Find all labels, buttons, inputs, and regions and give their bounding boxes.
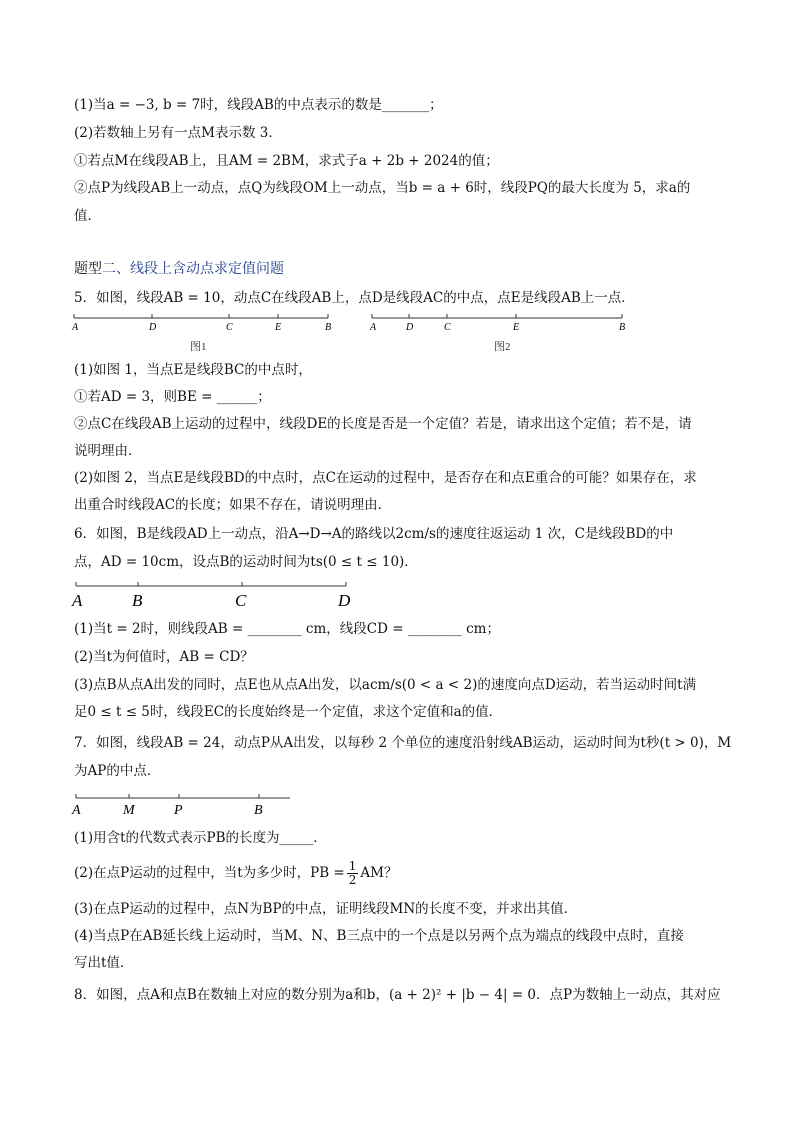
q7-part2-text-end: AM？ xyxy=(360,865,398,881)
q7-part2 xyxy=(74,860,397,887)
figure-1-label-e: E xyxy=(275,322,282,333)
section-heading-title: 二、线段上含动点求定值问题 xyxy=(102,261,284,277)
figure-1-caption: 图1 xyxy=(190,341,207,353)
q6-stem-cont: 点，AD = 10cm，设点B的运动时间为ts(0 ≤ t ≤ 10)． xyxy=(74,554,418,570)
q6-part3-cont: 足0 ≤ t ≤ 5时，线段EC的长度始终是一个定值，求这个定值和a的值． xyxy=(74,704,503,720)
section-heading xyxy=(74,260,284,278)
figure-4-label-p: P xyxy=(174,803,183,818)
figure-2-caption: 图2 xyxy=(494,341,511,353)
figure-1-label-c: C xyxy=(226,322,233,333)
fraction-denominator: 2 xyxy=(348,873,357,887)
figure-1-label-b: B xyxy=(325,322,332,333)
figure-2-label-d: D xyxy=(406,322,414,333)
figure-2-label-e: E xyxy=(513,322,520,333)
q7-part3: (3)在点P运动的过程中，点N为BP的中点，证明线段MN的长度不变，并求出其值． xyxy=(74,901,578,917)
q5-part2: (2)如图 2，当点E是线段BD的中点时，点C在运动的过程中，是否存在和点E重合的可能？如果存在，求 xyxy=(74,470,697,486)
figure-4-label-b: B xyxy=(254,803,263,818)
figure-4 xyxy=(72,792,302,818)
figure-3-label-d: D xyxy=(338,591,351,610)
figure-4-label-a: A xyxy=(72,803,81,818)
figure-3-segment xyxy=(72,580,372,612)
q6-stem: 6．如图，B是线段AD上一动点，沿A→D→A的路线以2cm/s的速度往返运动 1 次，C是线段BD的中 xyxy=(74,526,674,542)
q4-part2-2: ②点P为线段AB上一动点，点Q为线段OM上一动点，当b = a + 6时，线段PQ的最大长度为 5，求a的 xyxy=(74,180,691,196)
fraction-one-half xyxy=(347,860,359,887)
figure-2-segment xyxy=(370,312,640,334)
q5-part1-2-cont: 说明理由． xyxy=(74,443,142,459)
figure-1-segment xyxy=(72,312,342,334)
q5-part1-2: ②点C在线段AB上运动的过程中，线段DE的长度是否是一个定值？若是，请求出这个定值；若不是，请 xyxy=(74,416,692,432)
q7-part1: (1)用含t的代数式表示PB的长度为_____． xyxy=(74,830,327,846)
q7-stem: 7．如图，线段AB = 24，动点P从A出发，以每秒 2 个单位的速度沿射线AB运动，运动时间为t秒(t > 0)，M xyxy=(74,735,732,751)
q8-stem: 8．如图，点A和点B在数轴上对应的数分别为a和b，(a + 2)² + |b − 4| = 0．点P为数轴上一动点，其对应 xyxy=(74,987,721,1003)
q4-part2-1: ①若点M在线段AB上，且AM = 2BM，求式子a + 2b + 2024的值； xyxy=(74,153,499,169)
figure-3-label-b: B xyxy=(132,591,143,610)
q7-part2-text: (2)在点P运动的过程中，当t为多少时，PB = xyxy=(74,865,345,881)
section-heading-prefix: 题型 xyxy=(74,261,102,277)
q5-part1-1: ①若AD = 3，则BE = ______； xyxy=(74,389,271,405)
figure-1-label-a: A xyxy=(72,322,79,333)
figure-2-label-a: A xyxy=(370,322,377,333)
q6-part1: (1)当t = 2时，则线段AB = ________ cm，线段CD = ________ cm； xyxy=(74,621,500,637)
figure-2-label-b: B xyxy=(619,322,626,333)
q6-part2: (2)当t为何值时，AB = CD？ xyxy=(74,649,254,665)
figure-3-label-c: C xyxy=(235,591,247,610)
q7-part4: (4)当点P在AB延长线上运动时，当M、N、B三点中的一个点是以另两个点为端点的线段中点时，直接 xyxy=(74,928,684,944)
fraction-numerator: 1 xyxy=(348,859,357,873)
q4-part2-2-cont: 值． xyxy=(74,208,101,224)
figure-4-segment xyxy=(72,792,302,818)
q5-part2-cont: 出重合时线段AC的长度；如果不存在，请说明理由． xyxy=(74,497,392,513)
q6-part3: (3)点B从点A出发的同时，点E也从点A出发，以acm/s(0 < a < 2)的速度向点D运动，若当运动时间t满 xyxy=(74,677,697,693)
figure-2-label-c: C xyxy=(444,322,451,333)
q7-stem-cont: 为AP的中点． xyxy=(74,763,161,779)
q5-stem: 5．如图，线段AB = 10，动点C在线段AB上，点D是线段AC的中点，点E是线段AB上一点． xyxy=(74,290,635,306)
q5-part1: (1)如图 1，当点E是线段BC的中点时， xyxy=(74,362,312,378)
figure-4-label-m: M xyxy=(123,803,135,818)
q7-part4-cont: 写出t值． xyxy=(74,955,134,971)
figure-3-label-a: A xyxy=(72,591,83,610)
figure-1-label-d: D xyxy=(149,322,157,333)
figure-1 xyxy=(72,312,342,334)
figure-3 xyxy=(72,580,372,612)
figure-2 xyxy=(370,312,640,334)
q4-part1: (1)当a = −3, b = 7时，线段AB的中点表示的数是_______； xyxy=(74,97,443,113)
q4-part2: (2)若数轴上另有一点M表示数 3． xyxy=(74,125,282,141)
